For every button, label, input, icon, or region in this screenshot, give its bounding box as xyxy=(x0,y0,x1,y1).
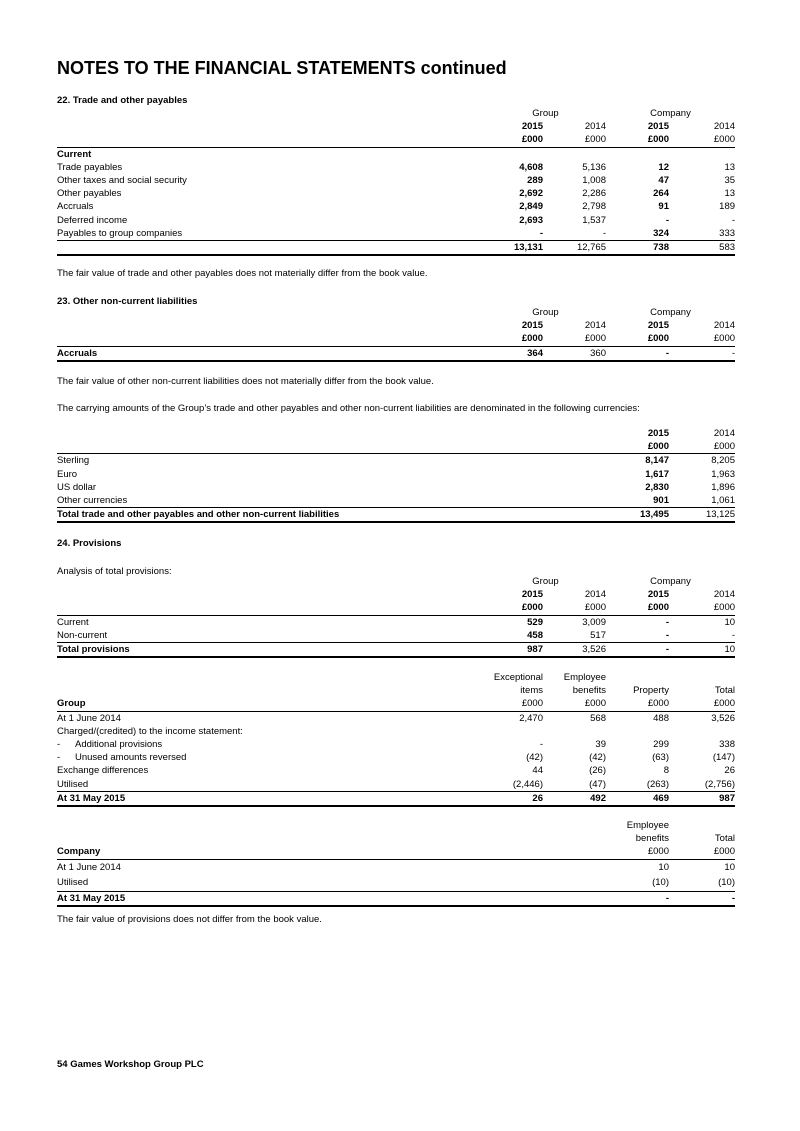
table-row xyxy=(57,725,735,738)
unit: £000 xyxy=(647,333,669,345)
total-cell: - xyxy=(606,643,669,658)
total-cell: - xyxy=(606,891,669,906)
row-label: Charged/(credited) to the income statement: xyxy=(57,725,243,737)
col-items: items xyxy=(520,685,543,697)
total-cell: - xyxy=(669,891,735,906)
cell: 360 xyxy=(543,346,606,361)
cell: (2,756) xyxy=(704,778,735,790)
unit: £000 xyxy=(713,333,736,345)
cell: 1,061 xyxy=(711,495,735,507)
year-2014: 2014 xyxy=(584,121,606,133)
unit: £000 xyxy=(606,845,669,859)
cell: 901 xyxy=(653,495,669,507)
unit: £000 xyxy=(669,845,735,859)
bullet-dash: - xyxy=(57,752,61,764)
unit: £000 xyxy=(606,601,669,615)
total-cell: 26 xyxy=(485,791,543,806)
note-23-heading: 23. Other non-current liabilities xyxy=(57,296,198,307)
unit: £000 xyxy=(543,697,606,711)
note-24-heading: 24. Provisions xyxy=(57,538,122,549)
cell: - xyxy=(665,214,669,226)
year-2014: 2014 xyxy=(713,589,736,601)
total-row xyxy=(57,508,735,523)
row-label: Other currencies xyxy=(57,495,128,507)
cell: (42) xyxy=(589,752,606,764)
unit: £000 xyxy=(485,133,543,147)
total-cell: 13,131 xyxy=(485,241,543,256)
total-row xyxy=(57,241,735,256)
group-provisions-movement-table xyxy=(57,671,735,807)
table-row xyxy=(57,859,735,875)
cell: - xyxy=(669,346,735,361)
year-2015: 2015 xyxy=(647,121,669,133)
note-22-text: The fair value of trade and other payables does not materially differ from the book value. xyxy=(57,268,428,279)
cell: 35 xyxy=(724,175,736,187)
total-cell: 738 xyxy=(606,241,669,256)
table-row xyxy=(57,454,735,468)
unit: £000 xyxy=(669,601,735,615)
total-cell: 987 xyxy=(669,791,735,806)
cell: 12 xyxy=(658,161,669,173)
unit: £000 xyxy=(584,333,606,345)
cell: (147) xyxy=(712,752,735,764)
cell: 8,147 xyxy=(645,455,669,467)
cell: 4,608 xyxy=(519,161,543,173)
cell: - xyxy=(731,214,736,226)
cell: 13 xyxy=(724,161,736,173)
table-row xyxy=(57,764,735,777)
col-employee: Employee xyxy=(626,820,669,831)
row-label xyxy=(57,738,485,751)
cell: (63) xyxy=(652,752,669,764)
col-property: Property xyxy=(633,685,669,697)
cell: 324 xyxy=(653,227,669,239)
group-header: Group xyxy=(532,108,559,119)
provisions-fair-value-text: The fair value of provisions does not differ from the book value. xyxy=(57,914,322,925)
total-cell: 469 xyxy=(606,791,669,806)
unit: £000 xyxy=(521,333,543,345)
col-total: Total xyxy=(714,685,735,697)
col-benefits: benefits xyxy=(635,833,669,845)
table-row xyxy=(57,200,735,213)
cell: 91 xyxy=(658,201,669,213)
total-cell: 13,125 xyxy=(669,508,735,523)
group-header: Group xyxy=(532,307,559,318)
cell: 13 xyxy=(724,188,736,200)
cell: 10 xyxy=(658,861,669,873)
cell: 10 xyxy=(724,616,736,628)
cell: 517 xyxy=(590,629,606,641)
cell: - xyxy=(539,739,543,751)
total-label: At 31 May 2015 xyxy=(57,791,485,806)
cell: 2,692 xyxy=(519,188,543,200)
cell: 333 xyxy=(719,227,736,239)
table-row xyxy=(57,711,735,725)
currencies-table xyxy=(57,427,735,523)
row-label: At 1 June 2014 xyxy=(57,861,121,873)
total-row xyxy=(57,643,735,658)
row-label: Euro xyxy=(57,468,78,480)
total-cell: 583 xyxy=(669,241,735,256)
unit: £000 xyxy=(669,133,735,147)
row-label: Non-current xyxy=(57,629,108,641)
cell: 1,896 xyxy=(711,481,735,493)
unit: £000 xyxy=(606,697,669,711)
row-label: Other taxes and social security xyxy=(57,175,187,187)
year-2015: 2015 xyxy=(647,320,669,332)
year-2014: 2014 xyxy=(713,320,736,332)
col-exceptional: Exceptional xyxy=(493,672,543,683)
cell: 458 xyxy=(527,629,543,641)
bullet-dash: - xyxy=(57,739,61,751)
row-label: Other payables xyxy=(57,188,122,200)
cell: 26 xyxy=(724,765,735,777)
cell: 568 xyxy=(590,712,606,724)
row-label xyxy=(57,751,485,764)
cell: - xyxy=(731,629,736,641)
cell: 299 xyxy=(653,739,669,751)
row-label: US dollar xyxy=(57,481,97,493)
group-header: Group xyxy=(532,576,559,587)
row-label: At 1 June 2014 xyxy=(57,712,121,724)
year-2014: 2014 xyxy=(584,589,606,601)
row-label: Accruals xyxy=(57,201,94,213)
cell: 3,009 xyxy=(582,616,606,628)
col-employee: Employee xyxy=(563,672,606,683)
cell: (2,446) xyxy=(512,778,543,790)
unit: £000 xyxy=(669,440,735,454)
provisions-table xyxy=(57,575,735,658)
total-cell: 12,765 xyxy=(543,241,606,256)
table-row xyxy=(57,214,735,227)
row-label: Exchange differences xyxy=(57,765,149,777)
cell: 1,617 xyxy=(645,468,669,480)
cell: 44 xyxy=(532,765,543,777)
cell: - xyxy=(602,227,606,239)
cell: 1,963 xyxy=(711,468,735,480)
cell: 338 xyxy=(719,739,735,751)
cell: 1,537 xyxy=(582,214,606,226)
col-benefits: benefits xyxy=(572,685,606,697)
cell: 39 xyxy=(595,739,606,751)
table-row xyxy=(57,738,735,751)
cell: 8,205 xyxy=(711,455,735,467)
year-2014: 2014 xyxy=(713,428,735,439)
company-header: Company xyxy=(650,108,691,119)
trade-payables-table xyxy=(57,107,735,256)
year-2015: 2015 xyxy=(647,428,669,439)
table-row xyxy=(57,187,735,200)
cell: 2,470 xyxy=(519,712,543,724)
table-row xyxy=(57,161,735,174)
cell: 2,693 xyxy=(519,214,543,226)
total-row xyxy=(57,791,735,806)
cell: 364 xyxy=(485,346,543,361)
cell: - xyxy=(606,346,669,361)
note-22-heading: 22. Trade and other payables xyxy=(57,95,188,106)
cell: - xyxy=(539,227,543,239)
section-label: Current xyxy=(57,148,92,160)
table-row xyxy=(57,615,735,629)
cell: - xyxy=(665,629,669,641)
row-label: Current xyxy=(57,616,89,628)
total-cell: 3,526 xyxy=(543,643,606,658)
total-cell: 987 xyxy=(485,643,543,658)
total-label: Total provisions xyxy=(57,643,485,658)
provisions-intro: Analysis of total provisions: xyxy=(57,566,172,577)
cell: 289 xyxy=(527,175,543,187)
unit: £000 xyxy=(606,440,669,454)
company-provisions-movement-table xyxy=(57,819,735,907)
unit: £000 xyxy=(543,133,606,147)
cell: 2,849 xyxy=(519,201,543,213)
year-2015: 2015 xyxy=(647,589,669,601)
unit: £000 xyxy=(485,697,543,711)
currency-intro-text: The carrying amounts of the Group’s trade and other payables and other non-current liabilities are denominated in the following currencies: xyxy=(57,403,640,414)
row-label-text: Additional provisions xyxy=(75,739,163,751)
unit: £000 xyxy=(606,133,669,147)
company-header: Company xyxy=(650,307,691,318)
cell: 5,136 xyxy=(582,161,606,173)
row-label: Trade payables xyxy=(57,161,123,173)
total-cell: 13,495 xyxy=(606,508,669,523)
row-label: Accruals xyxy=(57,346,485,361)
group-label: Group xyxy=(57,697,485,711)
cell: (10) xyxy=(718,877,735,889)
cell: 488 xyxy=(653,712,669,724)
cell: 47 xyxy=(658,175,669,187)
note-23-text: The fair value of other non-current liabilities does not materially differ from the book value. xyxy=(57,376,434,387)
row-label: Utilised xyxy=(57,778,89,790)
table-row xyxy=(57,227,735,241)
cell: 2,286 xyxy=(582,188,606,200)
total-cell: 10 xyxy=(669,643,735,658)
row-label-text: Unused amounts reversed xyxy=(75,752,187,764)
unit: £000 xyxy=(485,601,543,615)
company-header: Company xyxy=(650,576,691,587)
cell: 529 xyxy=(527,616,543,628)
year-2014: 2014 xyxy=(584,320,606,332)
cell: 3,526 xyxy=(711,712,735,724)
total-row xyxy=(57,891,735,906)
row-label: Payables to group companies xyxy=(57,227,183,239)
table-row xyxy=(57,468,735,481)
page-title: NOTES TO THE FINANCIAL STATEMENTS continued xyxy=(57,58,507,78)
unit: £000 xyxy=(669,697,735,711)
table-row xyxy=(57,346,735,361)
unit: £000 xyxy=(543,601,606,615)
cell: 189 xyxy=(719,201,736,213)
cell: (26) xyxy=(589,765,606,777)
col-total: Total xyxy=(714,833,735,845)
cell: 2,798 xyxy=(582,201,606,213)
year-2015: 2015 xyxy=(521,589,543,601)
total-label: Total trade and other payables and other non-current liabilities xyxy=(57,508,606,523)
cell: - xyxy=(665,616,669,628)
table-row xyxy=(57,481,735,494)
row-label: Deferred income xyxy=(57,214,128,226)
year-2015: 2015 xyxy=(521,320,543,332)
cell: 8 xyxy=(663,765,669,777)
table-row xyxy=(57,174,735,187)
total-label: At 31 May 2015 xyxy=(57,891,606,906)
row-label: Utilised xyxy=(57,877,89,889)
cell: (47) xyxy=(589,778,606,790)
table-row xyxy=(57,751,735,764)
cell: (42) xyxy=(526,752,543,764)
year-2014: 2014 xyxy=(713,121,736,133)
table-row xyxy=(57,494,735,508)
total-cell: 492 xyxy=(543,791,606,806)
cell: 1,008 xyxy=(582,175,606,187)
page-footer: 54 Games Workshop Group PLC xyxy=(57,1059,204,1070)
cell: 264 xyxy=(653,188,669,200)
year-2015: 2015 xyxy=(521,121,543,133)
cell: (263) xyxy=(646,778,669,790)
cell: 10 xyxy=(724,861,735,873)
cell: 2,830 xyxy=(645,481,669,493)
table-row xyxy=(57,875,735,891)
table-row xyxy=(57,778,735,792)
company-label: Company xyxy=(57,845,606,859)
non-current-liabilities-table xyxy=(57,306,735,362)
row-label: Sterling xyxy=(57,455,90,467)
cell: (10) xyxy=(652,877,669,889)
table-row xyxy=(57,629,735,643)
